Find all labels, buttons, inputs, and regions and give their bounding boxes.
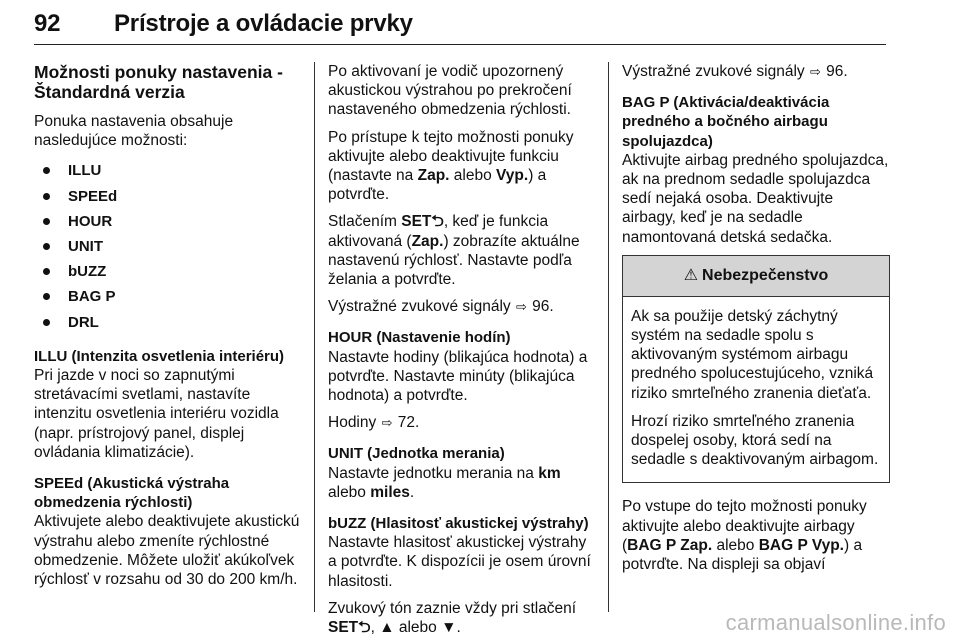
warning-header xyxy=(623,256,889,297)
set-label: SET xyxy=(328,619,359,637)
cross-reference[interactable]: Výstražné zvukové signály ⇨ 96. xyxy=(622,63,848,80)
column-divider-1 xyxy=(314,62,315,612)
warning-title: Nebezpečenstvo xyxy=(702,267,829,285)
buzz-heading: bUZZ (Hlasitosť akustickej výstrahy) xyxy=(328,515,589,533)
column-1 xyxy=(34,62,304,618)
column-3 xyxy=(622,62,890,618)
list-item: SPEEd xyxy=(34,184,304,209)
set-label: SET xyxy=(401,213,432,231)
list-item: UNIT xyxy=(34,234,304,259)
list-item: BAG P xyxy=(34,284,304,309)
page-number: 92 xyxy=(34,10,61,37)
vyp-label: Vyp. xyxy=(496,167,529,185)
list-item: DRL xyxy=(34,310,304,335)
warning-text: Hrozí riziko smrteľného zranenia dospelej osoby, ktorá sedí na sedadle s deaktivovaným airbagom. xyxy=(631,412,879,469)
warning-triangle-icon: ⚠ xyxy=(683,267,699,285)
up-arrow-icon: ▲ xyxy=(379,619,395,637)
column-2 xyxy=(328,62,598,637)
warning-text: Ak sa použije detský záchytný systém na sedadle spolu s aktivovaným systémom airbagu predného spolucestujúceho, vzniká riziko smrteľného zranenia dieťaťa. xyxy=(631,307,874,402)
ref-arrow-icon: ⇨ xyxy=(515,299,527,315)
warning-body xyxy=(623,297,889,483)
miles-label: miles xyxy=(370,483,410,501)
buzz-tone-text: Zvukový tón zaznie vždy pri stlačení SET⮌, ▲ alebo ▼. xyxy=(328,599,577,637)
unit-text: Nastavte jednotku merania na km alebo miles. xyxy=(328,464,561,501)
page-title: Prístroje a ovládacie prvky xyxy=(114,10,413,37)
bagp-text: Aktivujte airbag predného spolujazdca, ak na prednom sedadle spolujazdca sedí nejaká osoba. Deaktivujte airbagy, keď je na sedadle namontovaná detská sedačka. xyxy=(622,151,889,246)
list-item: bUZZ xyxy=(34,259,304,284)
zap-label: Zap. xyxy=(417,167,450,185)
hour-text: Nastavte hodiny (blikajúca hodnota) a potvrďte. Nastavte minúty (blikajúca hodnota) a potvrďte. xyxy=(328,348,588,405)
options-list xyxy=(34,158,304,334)
bagp-vyp-label: BAG P Vyp. xyxy=(758,536,844,554)
hour-heading: HOUR (Nastavenie hodín) xyxy=(328,329,511,347)
column-divider-2 xyxy=(608,62,609,612)
ref-arrow-icon: ⇨ xyxy=(809,64,821,79)
bagp-zap-label: BAG P Zap. xyxy=(627,536,713,554)
cross-reference[interactable]: Výstražné zvukové signály ⇨ 96. xyxy=(328,298,554,316)
illu-text: Pri jazde v noci so zapnutými stretávacími svetlami, nastavíte intenzitu osvetlenia interiéru vozidla (napr. prístrojový panel, displej ovládania klimatizácie). xyxy=(34,366,279,461)
return-arrow-icon: ⮌ xyxy=(358,619,371,637)
km-label: km xyxy=(538,464,561,482)
speed-toggle-text: Po prístupe k tejto možnosti ponuky aktivujte alebo deaktivujte funkciu (nastavte na Zap. alebo Vyp.) a potvrďte. xyxy=(328,128,574,204)
intro-text: Ponuka nastavenia obsahuje nasledujúce možnosti: xyxy=(34,113,234,150)
unit-heading: UNIT (Jednotka merania) xyxy=(328,445,505,463)
warning-box xyxy=(622,255,890,484)
section-title: Možnosti ponuky nastavenia - Štandardná verzia xyxy=(34,62,283,102)
bagp-heading: BAG P (Aktivácia/deaktivácia predného a bočného airbagu spolujazdca) xyxy=(622,94,830,150)
watermark: carmanualsonline.info xyxy=(725,610,946,635)
list-item: ILLU xyxy=(34,158,304,183)
speed-text: Aktivujete alebo deaktivujete akustickú výstrahu alebo zmeníte rýchlostné obmedzenie. Môžete uložiť akúkoľvek rýchlosť v rozsahu od 30 do 200 km/h. xyxy=(34,513,300,588)
zap-label: Zap. xyxy=(411,232,444,250)
cross-reference[interactable]: Hodiny ⇨ 72. xyxy=(328,414,420,432)
illu-heading: ILLU (Intenzita osvetlenia interiéru) xyxy=(34,347,285,365)
down-arrow-icon: ▼ xyxy=(441,619,457,637)
return-arrow-icon: ⮌ xyxy=(431,213,444,231)
page-header xyxy=(34,4,886,45)
speed-heading: SPEEd (Akustická výstraha obmedzenia rýchlosti) xyxy=(34,474,230,512)
set-button-text: Stlačením SET⮌, keď je funkcia aktivovaná (Zap.) zobrazíte aktuálne nastavenú rýchlosť. Nastavte podľa želania a potvrďte. xyxy=(328,213,580,289)
buzz-text: Nastavte hlasitosť akustickej výstrahy a potvrďte. K dispozícii je osem úrovní hlasitosti. xyxy=(328,534,591,590)
ref-arrow-icon: ⇨ xyxy=(381,415,393,431)
airbag-toggle-text: Po vstupe do tejto možnosti ponuky aktivujte alebo deaktivujte airbagy (BAG P Zap. alebo BAG P Vyp.) a potvrďte. Na displeji sa objaví xyxy=(622,498,867,574)
list-item: HOUR xyxy=(34,209,304,234)
speed-warning-text: Po aktivovaní je vodič upozornený akustickou výstrahou po prekročení nastaveného obmedzenia rýchlosti. xyxy=(328,63,572,119)
